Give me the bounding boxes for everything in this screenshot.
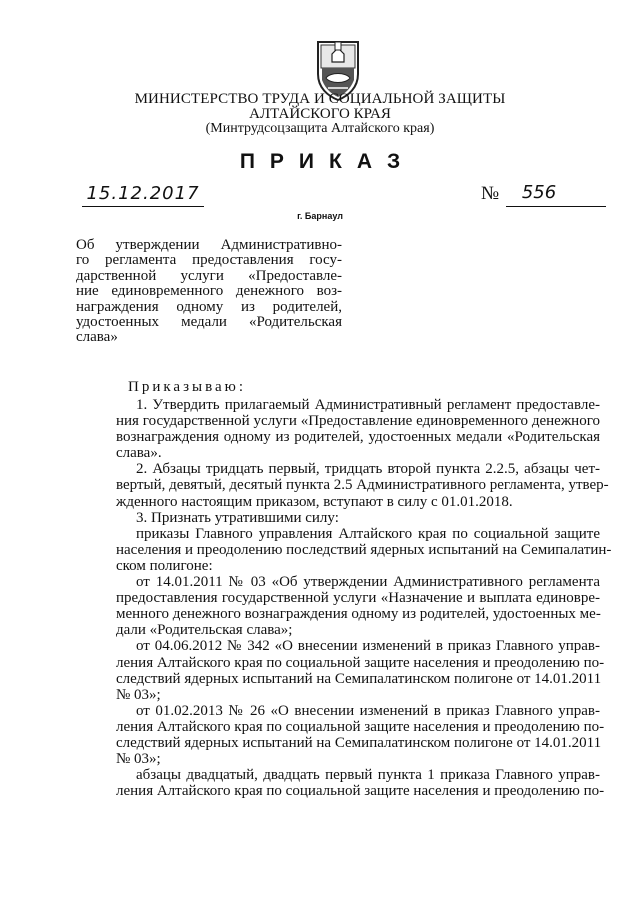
body-line: вертый, девятый, десятый пункта 2.5 Административного регламента, утвер- (116, 477, 609, 494)
subject-line: слава» (76, 329, 118, 346)
order-date: 15.12.2017 (86, 183, 200, 204)
body-line: 1. Утвердить прилагаемый Административный регламент предоставле- (136, 397, 600, 413)
body-line: ния государственной услуги «Предоставление единовременного денежного (116, 413, 600, 430)
body-line: слава». (116, 445, 162, 462)
body-line: 3. Признать утратившими силу: (136, 509, 339, 526)
body-line: ском полигоне: (116, 557, 213, 574)
body-line: следствий ядерных испытаний на Семипалатинском полигоне от 14.01.2011 (116, 734, 602, 751)
body-line: ления Алтайского края по социальной защите населения и преодолению по- (116, 783, 605, 800)
body-line: жденного настоящим приказом, вступают в силу с 01.01.2018. (116, 493, 513, 510)
order-word: Приказываю: (128, 379, 246, 395)
body-line: от 01.02.2013 № 26 «О внесении изменений в приказ Главного управ- (136, 702, 600, 719)
number-underline (506, 206, 606, 207)
body-line: 2. Абзацы тридцать первый, тридцать второй пункта 2.2.5, абзацы чет- (136, 461, 600, 478)
region-name: АЛТАЙСКОГО КРАЯ (249, 106, 391, 122)
order-body (116, 397, 612, 800)
body-line: ления Алтайского края по социальной защите населения и преодолению по- (116, 718, 605, 735)
city: г. Барнаул (297, 211, 343, 221)
subject-line: дарственной услуги «Предоставле- (76, 267, 342, 284)
body-line: от 14.01.2011 № 03 «Об утверждении Административного регламента (136, 574, 600, 591)
body-line: дали «Родительская слава»; (116, 622, 293, 639)
body-line: № 03»; (116, 686, 161, 703)
subject-line: награждения одному из родителей, (76, 298, 342, 315)
date-underline (82, 206, 204, 207)
number-label: № (481, 183, 500, 204)
body-line: от 04.06.2012 № 342 «О внесении изменений в приказ Главного управ- (136, 638, 600, 655)
body-line: № 03»; (116, 751, 161, 768)
body-line: менного денежного вознаграждения одному из родителей, удостоенных ме- (116, 606, 601, 623)
body-line: предоставления государственной услуги «Назначение и выплата единовре- (116, 590, 600, 607)
order-subject (76, 238, 342, 346)
subject-line: Об утверждении Административно- (76, 237, 342, 253)
ministry-short-name: (Минтрудсоцзащита Алтайского края) (205, 121, 435, 136)
body-line: следствий ядерных испытаний на Семипалатинском полигоне от 14.01.2011 (116, 670, 602, 687)
subject-line: ние единовременного денежного воз- (76, 283, 342, 300)
body-line: абзацы двадцатый, двадцать первый пункта 1 приказа Главного управ- (136, 767, 600, 784)
body-line: ления Алтайского края по социальной защите населения и преодолению по- (116, 654, 605, 671)
document-title: ПРИКАЗ (239, 150, 416, 173)
subject-line: го регламента предоставления госу- (76, 252, 342, 269)
subject-line: удостоенных медали «Родительская (76, 314, 342, 331)
body-line: приказы Главного управления Алтайского края по социальной защите (136, 525, 600, 542)
body-line: вознаграждения одному из родителей, удостоенных медали «Родительская (116, 429, 600, 446)
ministry-name: МИНИСТЕРСТВО ТРУДА И СОЦИАЛЬНОЙ ЗАЩИТЫ (134, 91, 506, 107)
body-line: населения и преодолению последствий ядерных испытаний на Семипалатин- (116, 541, 612, 558)
order-number: 556 (521, 182, 557, 203)
